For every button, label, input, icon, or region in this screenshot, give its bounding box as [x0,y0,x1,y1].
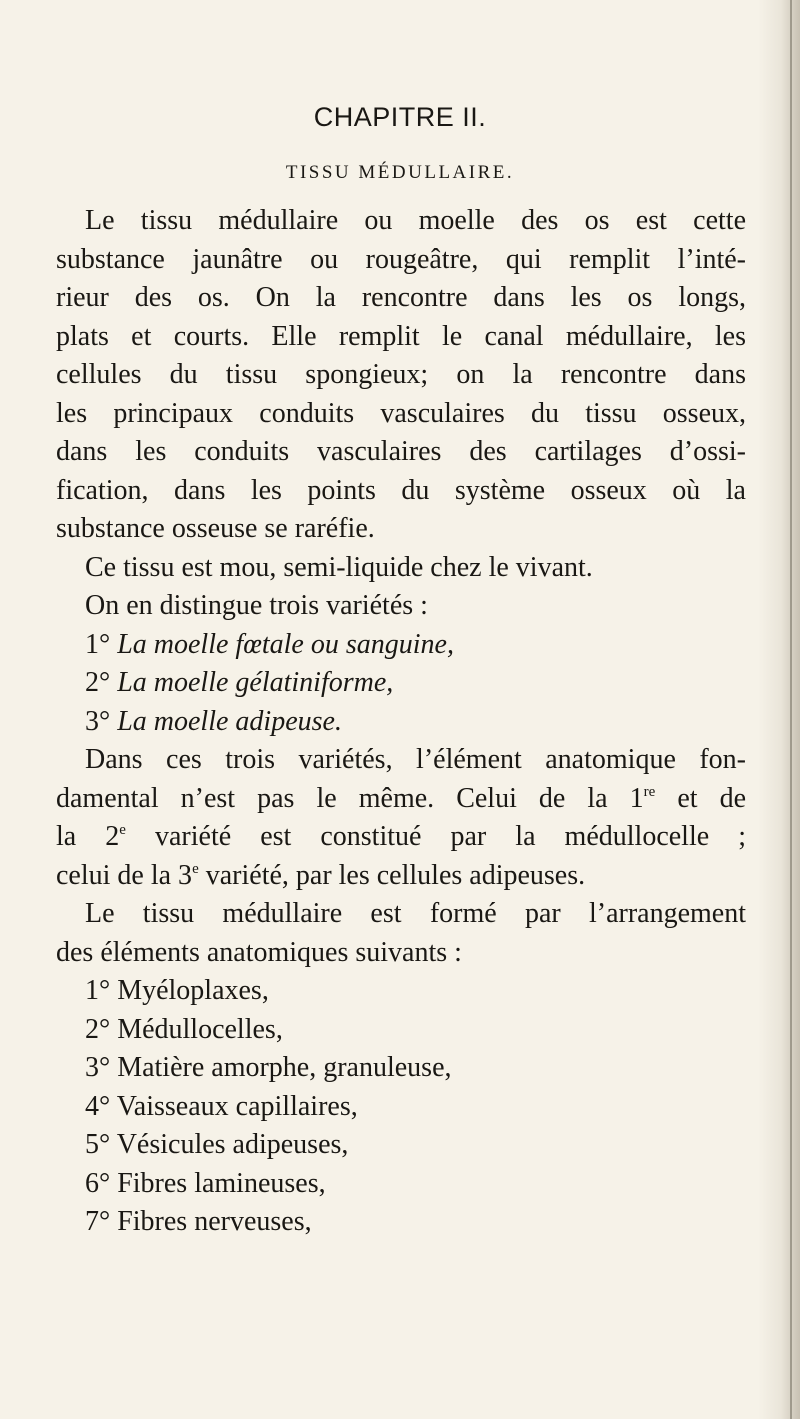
paragraph-line: rieur des os. On la rencontre dans les os longs, [56,282,746,313]
element-list-item: 5° Vésicules adipeuses, [85,1129,349,1160]
section-title: TISSU MÉDULLAIRE. [285,162,515,183]
variety-text: La moelle gélatiniforme, [117,667,394,698]
paragraph-line [56,818,746,857]
text-run: celui de la 3 [56,859,193,891]
element-list-item: 6° Fibres lamineuses, [85,1167,326,1199]
element-list-item: 7° Fibres nerveuses, [85,1206,312,1237]
variety-item [56,664,746,703]
paragraph-line: les principaux conduits vasculaires du tissu osseux, [56,397,746,429]
text-run: variété, par les cellules adipeuses. [198,859,586,891]
variety-number: 1° [85,628,111,660]
page-edge-shadow [758,0,800,1419]
page-edge-line [790,0,792,1419]
paragraph-line: Le tissu médullaire ou moelle des os est cette [85,205,746,236]
text-run: la 2 [56,821,120,852]
paragraph-line: plats et courts. Elle remplit le canal médullaire, les [56,320,746,352]
superscript: re [643,783,656,800]
element-list-item: 4° Vaisseaux capillaires, [85,1090,358,1122]
paragraph-line [56,780,746,819]
body-text [56,202,746,1242]
variety-text: La moelle adipeuse. [117,705,342,737]
paragraph-line: cellules du tissu spongieux; on la rencontre dans [56,359,746,390]
element-list-item: 1° Myéloplaxes, [85,975,269,1006]
superscript: e [119,822,126,838]
variety-number: 3° [85,705,111,737]
text-run: variété est constitué par la médullocelle ; [125,821,746,852]
paragraph-line: On en distingue trois variétés : [85,590,428,621]
paragraph-line: dans les conduits vasculaires des cartilages d’ossi- [56,436,746,467]
paragraph-line [56,857,746,896]
text-run: et de [655,782,746,814]
paragraph-line: substance osseuse se raréfie. [56,513,375,544]
paragraph-line: Dans ces trois variétés, l’élément anatomique fon- [85,744,746,775]
element-list-item: 2° Médullocelles, [85,1013,283,1045]
superscript: e [192,860,199,877]
text-run: damental n’est pas le même. Celui de la 1 [56,782,644,814]
paragraph-line: Le tissu médullaire est formé par l’arrangement [85,898,746,929]
paragraph-line: Ce tissu est mou, semi-liquide chez le vivant. [85,551,593,583]
variety-text: La moelle fœtale ou sanguine, [117,628,454,660]
paragraph-line: des éléments anatomiques suivants : [56,936,462,968]
variety-item [56,626,746,665]
variety-item [56,703,746,742]
element-list-item: 3° Matière amorphe, granuleuse, [85,1052,452,1083]
variety-number: 2° [85,667,111,698]
chapter-title: CHAPITRE II. [313,102,487,132]
paragraph-line: fication, dans les points du système osseux où la [56,474,746,506]
paragraph-line: substance jaunâtre ou rougeâtre, qui remplit l’inté- [56,243,746,275]
